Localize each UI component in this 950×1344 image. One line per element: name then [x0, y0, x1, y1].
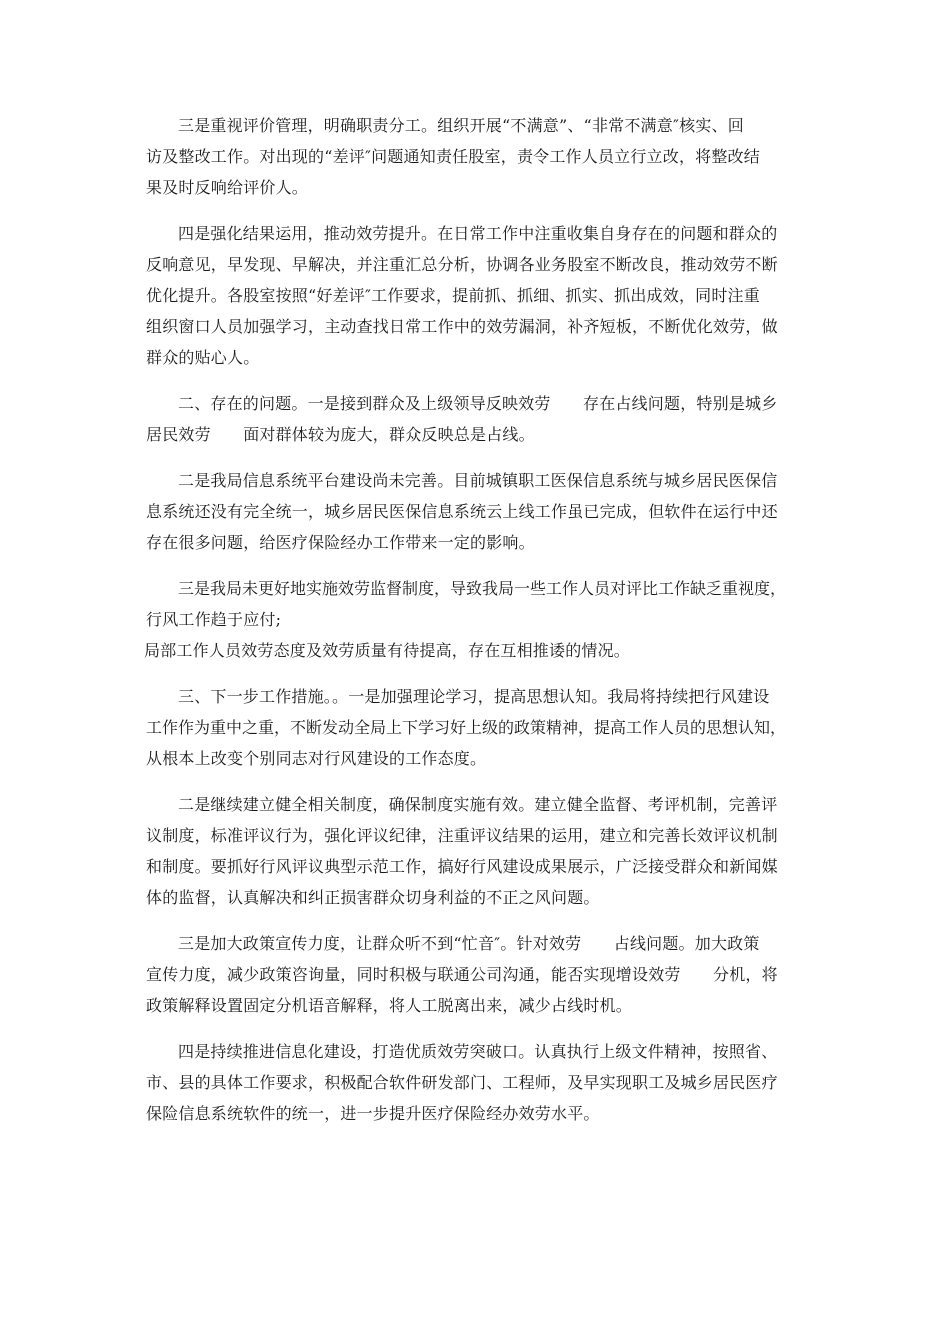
text-line: 市、县的具体工作要求，积极配合软件研发部门、工程师，及早实现职工及城乡居民医疗 — [146, 1073, 778, 1092]
text-line: 群众的贴心人。 — [146, 348, 260, 367]
paragraph-supervision — [146, 573, 814, 666]
text-line: 二、存在的问题。一是接到群众及上级领导反映效劳 存在占线问题，特别是城乡 — [178, 394, 778, 413]
text-line: 政策解释设置固定分机语音解释，将人工脱离出来，减少占线时机。 — [146, 996, 633, 1015]
text-line: 存在很多问题，给医疗保险经办工作带来一定的影响。 — [146, 533, 535, 552]
paragraph-result-application — [146, 218, 814, 373]
text-line: 行风工作趋于应付; — [146, 610, 282, 629]
document-page — [146, 110, 814, 1144]
text-line: 工作作为重中之重，不断发动全局上下学习好上级的政策精神，提高工作人员的思想认知， — [146, 718, 787, 737]
text-line: 反响意见，早发现、早解决，并注重汇总分析，协调各业务股室不断改良，推动效劳不断 — [146, 255, 778, 274]
text-line: 访及整改工作。对出现的“差评″问题通知责任股室，责令工作人员立行立改，将整改结 — [146, 147, 760, 166]
text-line: 从根本上改变个别同志对行风建设的工作态度。 — [146, 749, 487, 768]
text-line: 三是我局未更好地实施效劳监督制度，导致我局一些工作人员对评比工作缺乏重视度， — [178, 579, 787, 598]
text-line: 四是持续推进信息化建设，打造优质效劳突破口。认真执行上级文件精神，按照省、 — [178, 1042, 778, 1061]
paragraph-systems — [146, 789, 814, 913]
paragraph-informatization — [146, 1036, 814, 1129]
text-line: 三是加大政策宣传力度，让群众听不到“忙音″。针对效劳 占线问题。加大政策 — [178, 934, 760, 953]
text-line: 议制度，标准评议行为，强化评议纪律，注重评议结果的运用，建立和完善长效评议机制 — [146, 826, 778, 845]
text-line: 优化提升。各股室按照“好差评″工作要求，提前抓、抓细、抓实、抓出成效，同时注重 — [146, 286, 760, 305]
text-line: 四是强化结果运用，推动效劳提升。在日常工作中注重收集自身存在的问题和群众的 — [178, 224, 778, 243]
text-line: 二是继续建立健全相关制度，确保制度实施有效。建立健全监督、考评机制，完善评 — [178, 795, 778, 814]
text-line: 宣传力度，减少政策咨询量，同时积极与联通公司沟通，能否实现增设效劳 分机，将 — [146, 965, 778, 984]
text-line: 和制度。要抓好行风评议典型示范工作，搞好行风建设成果展示，广泛接受群众和新闻媒 — [146, 857, 778, 876]
text-line: 居民效劳 面对群体较为庞大，群众反映总是占线。 — [146, 425, 535, 444]
text-line: 组织窗口人员加强学习，主动查找日常工作中的效劳漏洞，补齐短板，不断优化效劳，做 — [146, 317, 778, 336]
paragraph-evaluation-management — [146, 110, 814, 203]
text-line: 果及时反响给评价人。 — [146, 178, 309, 197]
text-line: 体的监督，认真解决和纠正损害群众切身利益的不正之风问题。 — [146, 888, 600, 907]
text-line: 息系统还没有完全统一，城乡居民医保信息系统云上线工作虽已完成，但软件在运行中还 — [146, 502, 778, 521]
text-line: 三是重视评价管理，明确职责分工。组织开展“不满意”、“非常不满意″核实、回 — [178, 116, 744, 135]
text-line: 保险信息系统软件的统一，进一步提升医疗保险经办效劳水平。 — [146, 1104, 600, 1123]
paragraph-info-system — [146, 465, 814, 558]
paragraph-policy-publicity — [146, 928, 814, 1021]
text-line: 二是我局信息系统平台建设尚未完善。目前城镇职工医保信息系统与城乡居民医保信 — [178, 471, 778, 490]
paragraph-next-steps — [146, 681, 814, 774]
paragraph-existing-problems — [146, 388, 814, 450]
text-line: 局部工作人员效劳态度及效劳质量有待提高，存在互相推诿的情况。 — [144, 641, 631, 660]
text-line: 三、下一步工作措施。。一是加强理论学习，提高思想认知。我局将持续把行风建设 — [178, 687, 770, 706]
